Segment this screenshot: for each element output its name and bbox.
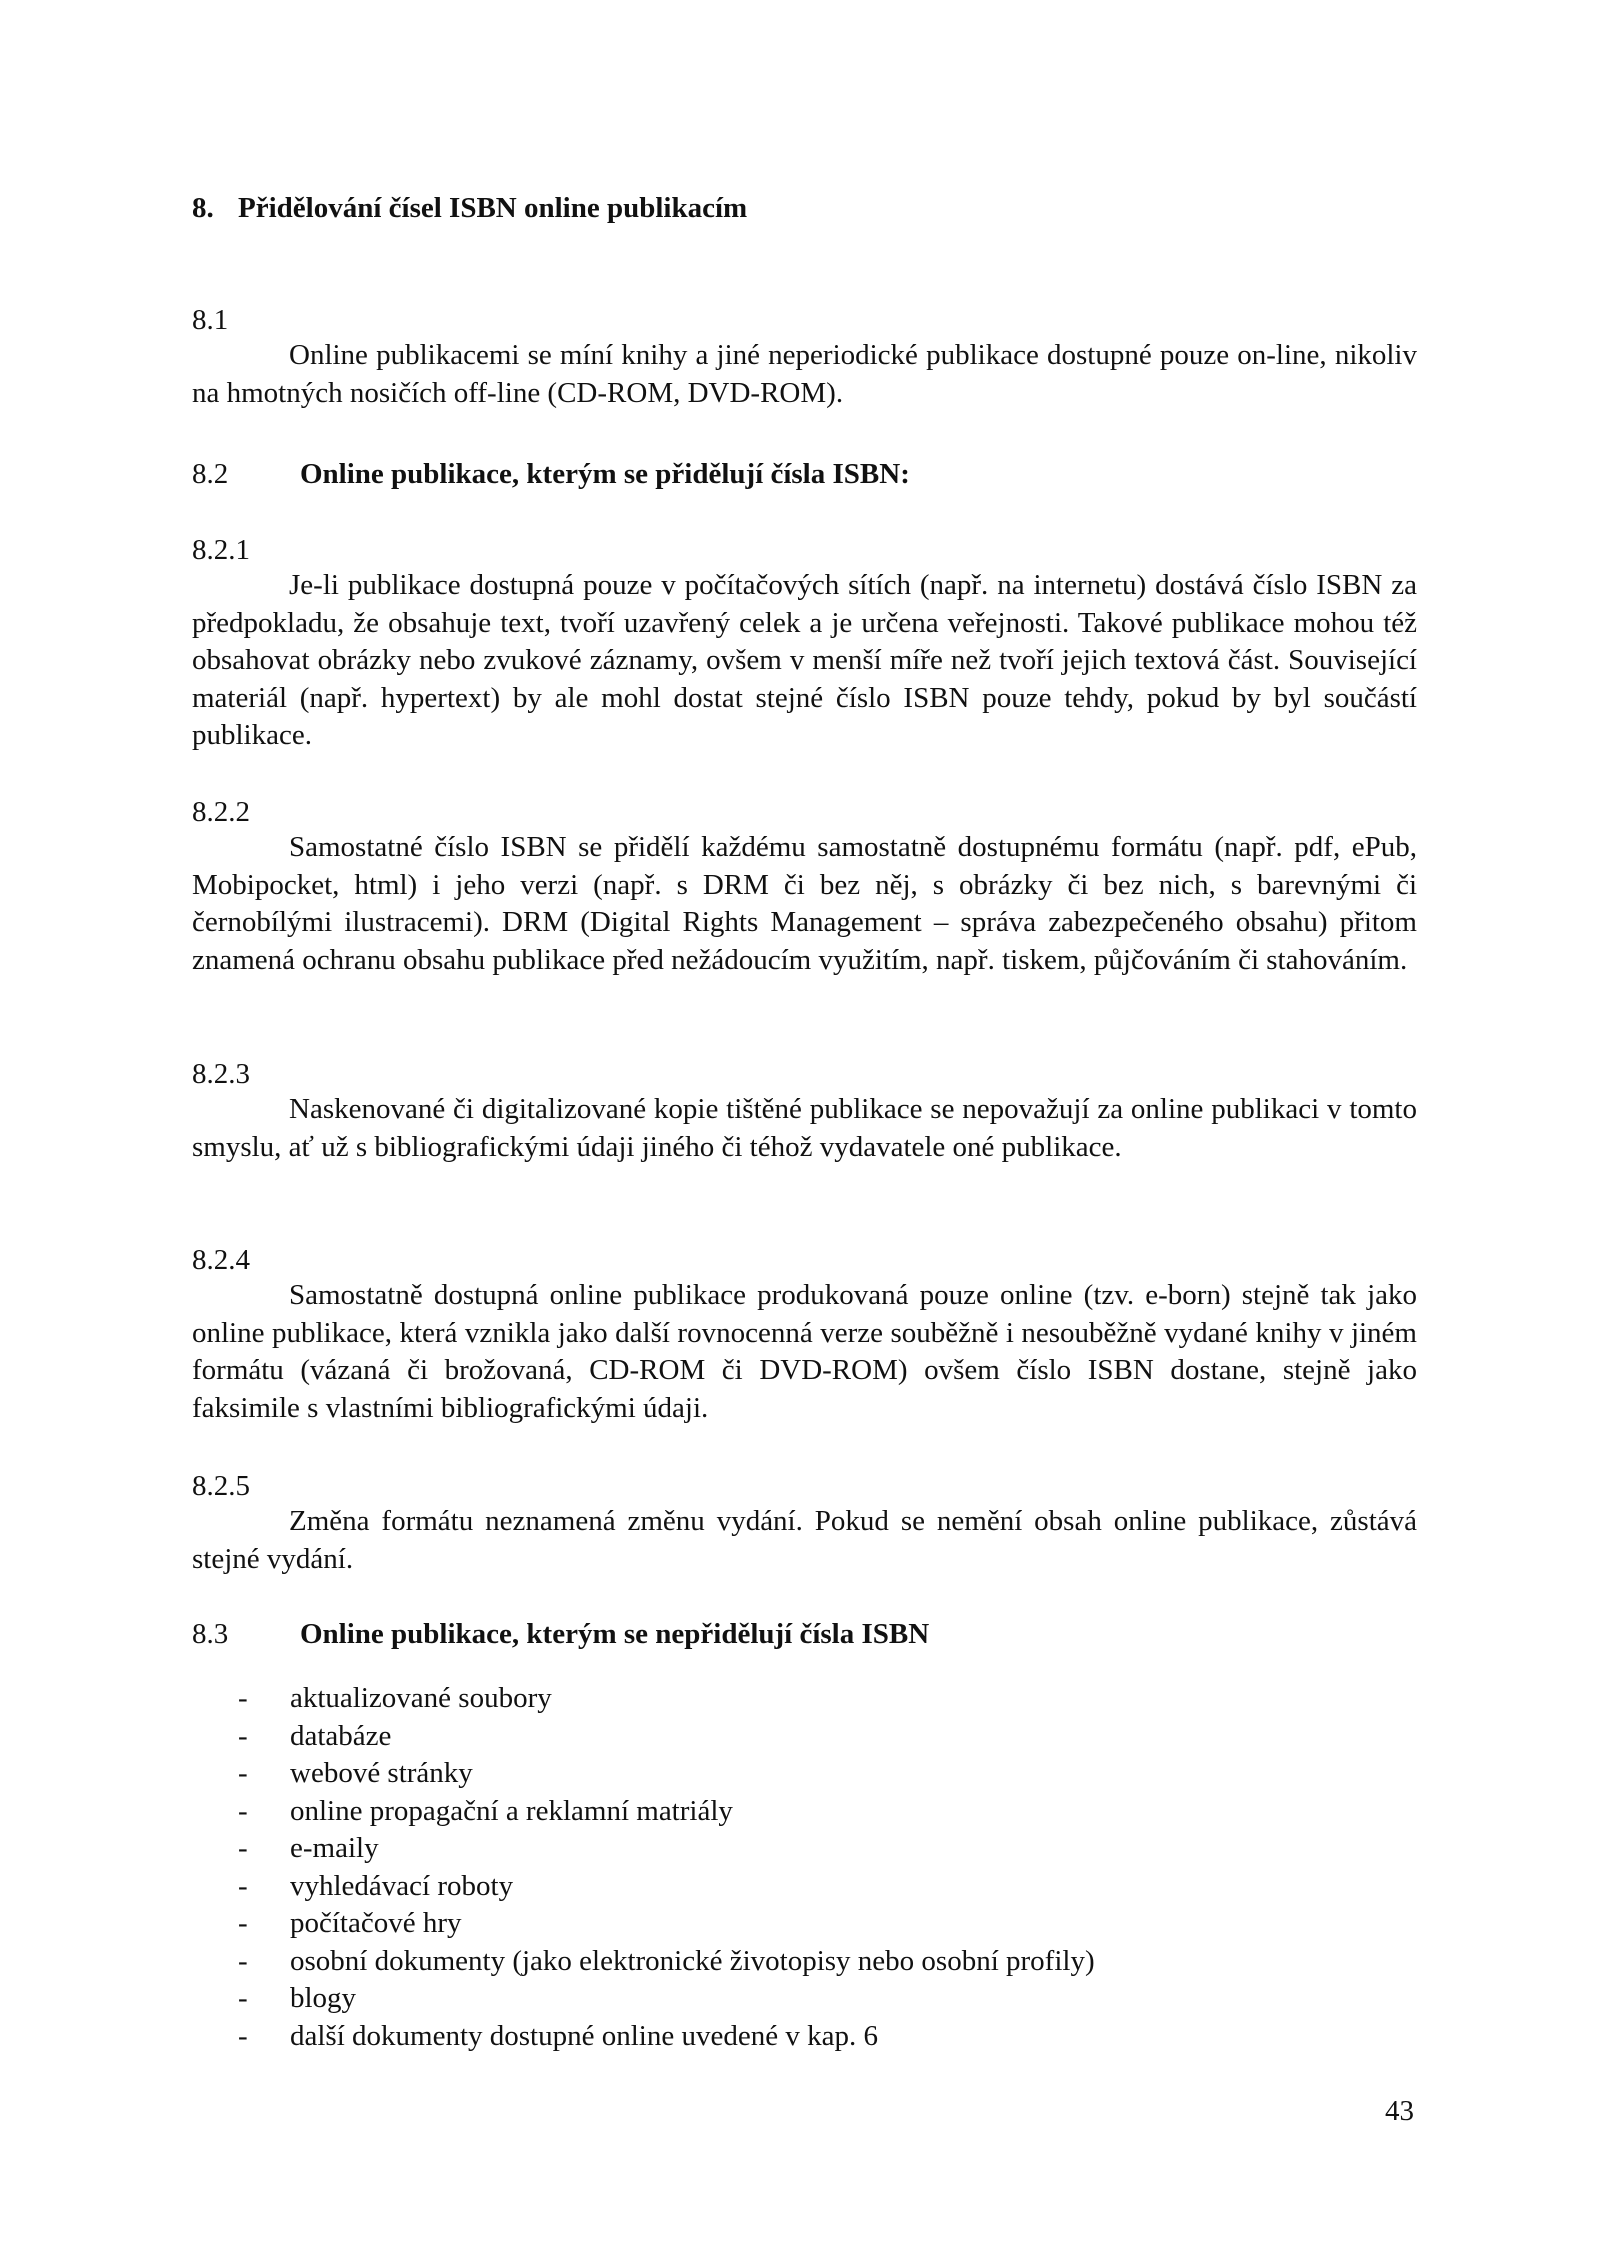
section-8-2-2-number: 8.2.2 xyxy=(192,796,250,828)
list-dash: - xyxy=(238,1757,248,1789)
list-item xyxy=(238,1868,1095,1906)
section-8-2-1-number: 8.2.1 xyxy=(192,534,250,566)
list-item-text: databáze xyxy=(290,1719,392,1752)
list-item xyxy=(238,1680,1095,1718)
section-8-1-number: 8.1 xyxy=(192,304,229,336)
list-item xyxy=(238,1755,1095,1793)
list-item-text: online propagační a reklamní matriály xyxy=(290,1794,733,1827)
list-dash: - xyxy=(238,1682,248,1714)
section-8-2-5-number: 8.2.5 xyxy=(192,1470,250,1502)
page-number: 43 xyxy=(1385,2095,1414,2127)
list-item-text: počítačové hry xyxy=(290,1907,462,1939)
section-8-2-number: 8.2 xyxy=(192,458,229,490)
section-8-2-5-text: Změna formátu neznamená změnu vydání. Pokud se nemění obsah online publikace, zůstává stejné vydání. xyxy=(192,1505,1417,1575)
section-8-2-4-number: 8.2.4 xyxy=(192,1244,250,1276)
list-dash: - xyxy=(238,1869,248,1902)
list-item-text: osobní dokumenty (jako elektronické životopisy nebo osobní profily) xyxy=(290,1944,1095,1977)
list-item-text: e-maily xyxy=(290,1832,379,1864)
list-item-text: webové stránky xyxy=(290,1757,473,1789)
section-8-2-2-text: Samostatné číslo ISBN se přidělí každému samostatně dostupnému formátu (např. pdf, ePub, Mobipocket, html) i jeho verzi (např. s DRM či bez něj, s obrázky či bez nich, s barevnými či černobílými ilustracemi). DRM (Digital Rights Management – správa zabezpečeného obsahu) přitom znamená ochranu obsahu publikace před nežádoucím využitím, např. tiskem, půjčováním či stahováním. xyxy=(192,831,1417,976)
list-item xyxy=(238,1943,1095,1981)
section-8-1-text: Online publikacemi se míní knihy a jiné neperiodické publikace dostupné pouze on-line, nikoliv na hmotných nosičích off-line (CD-ROM, DVD-ROM). xyxy=(192,339,1417,409)
section-8-2-3-text: Naskenované či digitalizované kopie tištěné publikace se nepovažují za online publikaci v tomto smyslu, ať už s bibliografickými údaji jiného či téhož vydavatele oné publikace. xyxy=(192,1093,1417,1163)
section-8-2-title: Online publikace, kterým se přidělují čísla ISBN: xyxy=(300,458,910,490)
list-dash: - xyxy=(238,1719,248,1752)
list-item xyxy=(238,1718,1095,1756)
section-8-2-4-text: Samostatně dostupná online publikace produkovaná pouze online (tzv. e-born) stejně tak jako online publikace, která vznikla jako další rovnocenná verze souběžně i nesouběžně vydané knihy v jiném formátu (vázaná či brožovaná, CD-ROM či DVD-ROM) ovšem číslo ISBN dostane, stejně jako faksimile s vlastními bibliografickými údaji. xyxy=(192,1279,1417,1424)
list-dash: - xyxy=(238,1832,248,1864)
list-item-text: aktualizované soubory xyxy=(290,1682,552,1714)
section-8-number: 8. xyxy=(192,192,214,224)
list-item-text: další dokumenty dostupné online uvedené v kap. 6 xyxy=(290,2019,878,2052)
excluded-publications-list xyxy=(238,1680,1095,2055)
section-8-3-title: Online publikace, kterým se nepřidělují čísla ISBN xyxy=(300,1618,930,1650)
list-item xyxy=(238,1980,1095,2018)
list-item-text: blogy xyxy=(290,1982,357,2014)
list-item xyxy=(238,1905,1095,1943)
list-dash: - xyxy=(238,1982,248,2014)
section-8-2-1-text: Je-li publikace dostupná pouze v počítačových sítích (např. na internetu) dostává číslo ISBN za předpokladu, že obsahuje text, tvoří uzavřený celek a je určena veřejnosti. Takové publikace mohou též obsahovat obrázky nebo zvukové záznamy, ovšem v menší míře než tvoří jejich textová část. Související materiál (např. hypertext) by ale mohl dostat stejné číslo ISBN pouze tehdy, pokud by byl součástí publikace. xyxy=(192,569,1417,751)
list-dash: - xyxy=(238,1944,248,1977)
list-item-text: vyhledávací roboty xyxy=(290,1869,514,1902)
section-8-title: Přidělování čísel ISBN online publikacím xyxy=(238,192,748,224)
list-item xyxy=(238,2018,1095,2056)
list-dash: - xyxy=(238,1794,248,1827)
section-8-3-number: 8.3 xyxy=(192,1618,229,1650)
list-item xyxy=(238,1830,1095,1868)
list-dash: - xyxy=(238,1907,248,1939)
section-8-2-3-number: 8.2.3 xyxy=(192,1058,250,1090)
list-item xyxy=(238,1793,1095,1831)
list-dash: - xyxy=(238,2019,248,2052)
